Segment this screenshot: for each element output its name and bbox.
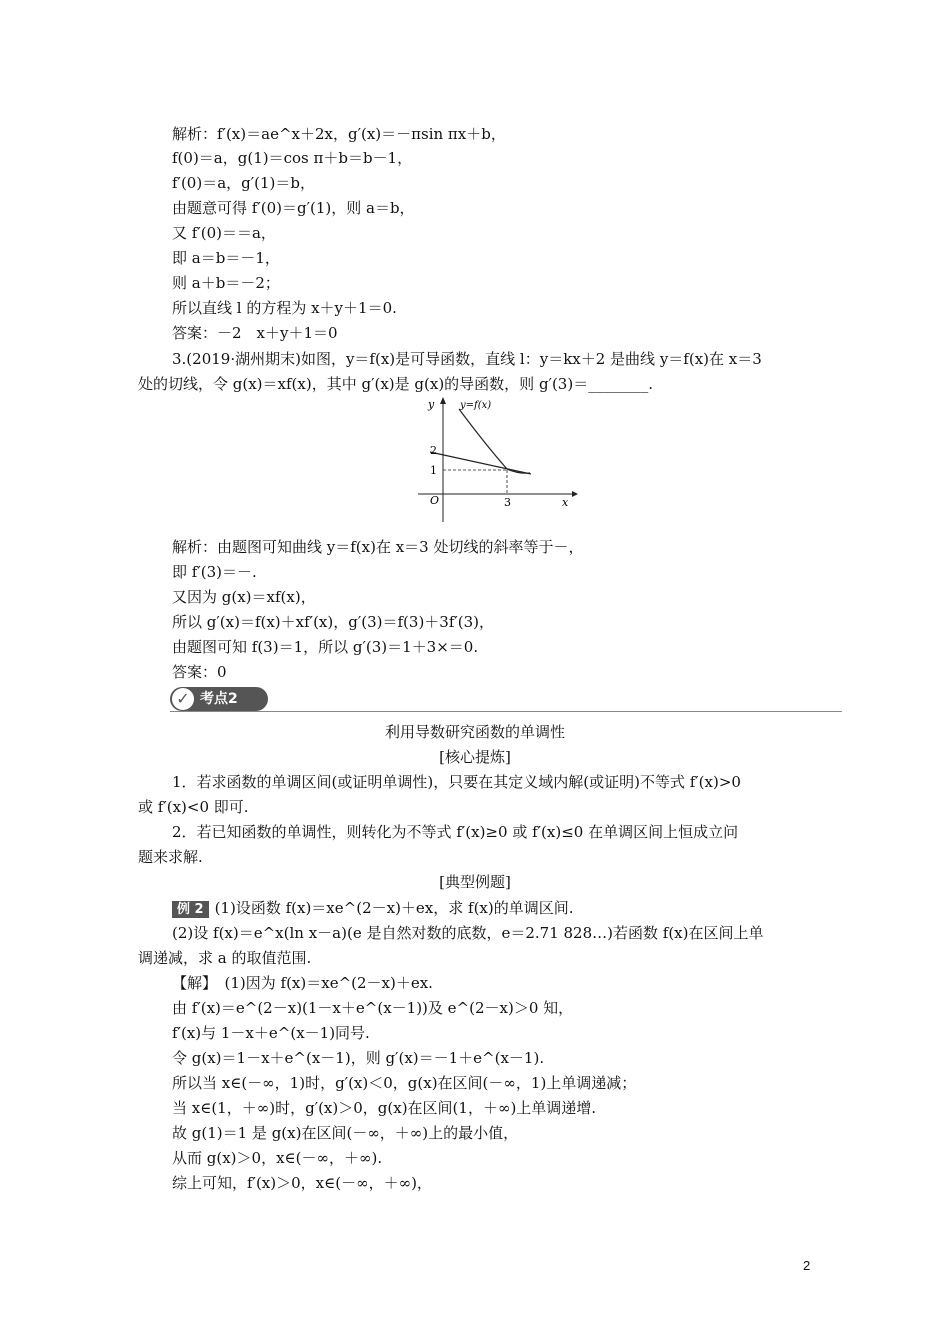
text-line: 2．若已知函数的单调性，则转化为不等式 f′(x)≥0 或 f′(x)≤0 在单调区间上恒成立问 — [172, 823, 739, 841]
answer-line: 答案：－2 x＋y＋1＝0 — [172, 324, 338, 342]
kaodian-badge — [170, 687, 268, 711]
text-line: 调递减，求 a 的取值范围. — [138, 949, 312, 967]
text-line: 即 a＝b＝－1， — [172, 249, 280, 267]
text-line: 综上可知，f′(x)＞0，x∈(－∞，＋∞)， — [172, 1174, 432, 1192]
section-header-kaodian — [170, 687, 842, 713]
question-3-line-1: 3.(2019·湖州期末)如图，y＝f(x)是可导函数，直线 l：y＝kx＋2 是曲线 y＝f(x)在 x＝3 — [172, 350, 762, 368]
answer-line: 答案：0 — [172, 663, 227, 681]
text-line: 所以 g′(x)＝f(x)＋xf′(x)，g′(3)＝f(3)＋3f′(3)， — [172, 613, 495, 631]
subheading-core: [核心提炼] — [439, 748, 511, 766]
solution-line: 【解】 (1)因为 f(x)＝xe^(2－x)＋ex. — [172, 974, 433, 992]
kaodian-label: 考点2 — [200, 691, 238, 707]
subheading-examples: [典型例题] — [439, 873, 511, 891]
text-line: 当 x∈(1，＋∞)时，g′(x)＞0，g(x)在区间(1，＋∞)上单调递增. — [172, 1099, 597, 1117]
text-line: 解析：由题图可知曲线 y＝f(x)在 x＝3 处切线的斜率等于－， — [172, 538, 584, 556]
curve-label: y=f(x) — [460, 400, 492, 411]
text-line: 1．若求函数的单调区间(或证明单调性)，只要在其定义域内解(或证明)不等式 f′(x)>0 — [172, 773, 741, 791]
example-2-line-1 — [172, 898, 574, 918]
y-axis-arrow-icon — [440, 397, 446, 404]
text-line: 令 g(x)＝1－x＋e^(x－1)，则 g′(x)＝－1＋e^(x－1). — [172, 1049, 545, 1067]
function-graph-figure — [410, 394, 580, 524]
text-line: 题来求解. — [138, 848, 203, 866]
tick-label-2: 2 — [430, 444, 437, 457]
text-line: 由题意可得 f′(0)＝g′(1)，则 a＝b， — [172, 199, 415, 217]
text-line: f(0)＝a，g(1)＝cos π＋b＝b－1， — [172, 149, 413, 167]
text-line: 所以当 x∈(－∞，1)时，g′(x)＜0，g(x)在区间(－∞，1)上单调递减； — [172, 1074, 637, 1092]
text-line: 故 g(1)＝1 是 g(x)在区间(－∞，＋∞)上的最小值， — [172, 1124, 519, 1142]
tick-label-1: 1 — [430, 464, 437, 477]
text-line: 由 f′(x)＝e^(2－x)(1－x＋e^(x－1))及 e^(2－x)＞0 知， — [172, 999, 574, 1017]
text-line: 解析：f′(x)＝ae^x＋2x，g′(x)＝－πsin πx＋b， — [172, 125, 506, 143]
tick-label-3: 3 — [504, 496, 511, 509]
text-line: 从而 g(x)＞0，x∈(－∞，＋∞). — [172, 1149, 383, 1167]
example-badge: 例 2 — [172, 901, 209, 918]
check-icon: ✓ — [172, 688, 194, 710]
x-axis-label: x — [562, 496, 569, 509]
text-line: 由题图可知 f(3)＝1，所以 g′(3)＝1＋3×＝0. — [172, 638, 479, 656]
page-number: 2 — [803, 1258, 811, 1273]
y-axis-label: y — [428, 398, 435, 411]
tangent-line-l — [430, 452, 531, 474]
section-divider — [170, 711, 842, 712]
section-title: 利用导数研究函数的单调性 — [384, 723, 565, 741]
x-axis-arrow-icon — [572, 491, 578, 497]
text-line: f′(x)与 1－x＋e^(x－1)同号. — [172, 1024, 370, 1042]
origin-label: O — [430, 494, 440, 507]
text-line: 则 a＋b＝－2； — [172, 274, 280, 292]
text-line: 又因为 g(x)＝xf(x)， — [172, 588, 316, 606]
text-line: 即 f′(3)＝－. — [172, 563, 257, 581]
example-text: (1)设函数 f(x)＝xe^(2－x)＋ex，求 f(x)的单调区间. — [214, 899, 574, 917]
question-3-line-2: 处的切线，令 g(x)＝xf(x)，其中 g′(x)是 g(x)的导函数，则 g′(3)＝________. — [138, 375, 653, 393]
curve-f — [459, 409, 530, 473]
text-line: 又 f′(0)＝＝a， — [172, 224, 276, 242]
text-line: f′(0)＝a，g′(1)＝b， — [172, 174, 316, 192]
text-line: 所以直线 l 的方程为 x＋y＋1＝0. — [172, 299, 397, 317]
text-line: 或 f′(x)<0 即可. — [138, 798, 249, 816]
text-line: (2)设 f(x)＝e^x(ln x－a)(e 是自然对数的底数，e＝2.71 828…)若函数 f(x)在区间上单 — [172, 924, 764, 942]
